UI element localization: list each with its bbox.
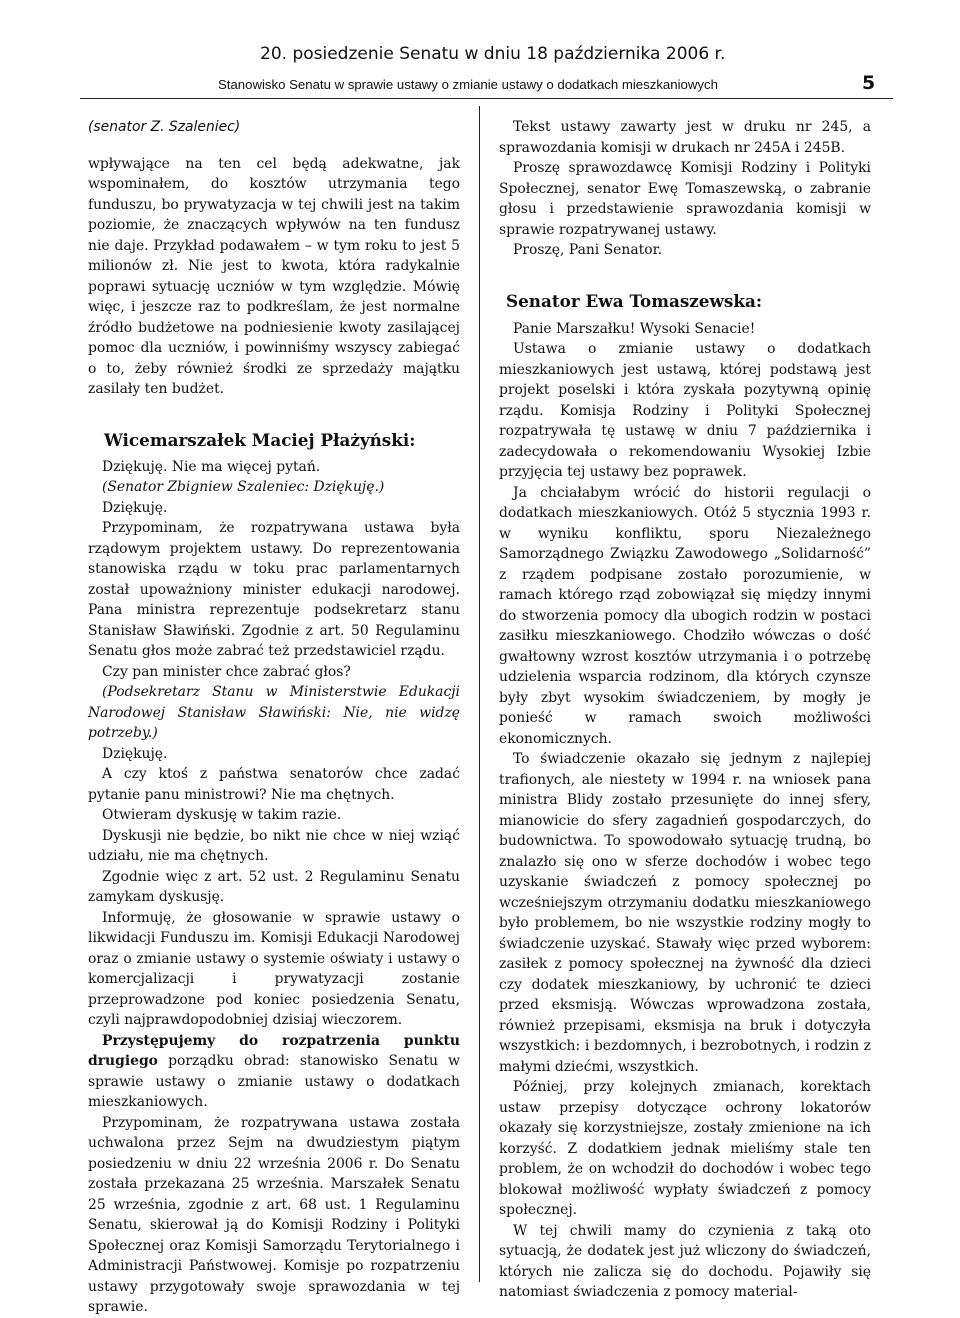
paragraph: To świadczenie okazało się jednym z najlepiej trafionych, ale niestety w 1994 r. na wniosek pana ministra Blidy zostało przesunięte do innej sfery, mianowicie do sfery zagadnień gospodarczych, do budownictwa. To spowodowało sytuację trudną, bo znalazło się ono w sferze dochodów i wobec tego uzyskanie świadczeń z pomocy społecznej po wcześniejszym otrzymaniu dodatku mieszkaniowego było problemem, bo nie wszystkie rodziny mogły to świadczenie uzyskać. Stawały więc przed wyborem: zasiłek z pomocy społecznej na żywność dla dzieci czy dodatek mieszkaniowy, by uchronić te dzieci przed eksmisją. Wówczas wprowadzona została, również przepisami, eksmisja na bruk i dotyczyła wszystkich: i bezdomnych, i bezrobotnych, i rodzin z małymi dziećmi, wszystkich. xyxy=(499,751,871,1075)
paragraph: Ja chciałabym wrócić do historii regulacji o dodatkach mieszkaniowych. Otóż 5 stycznia 1993 r. w wyniku konfliktu, sporu Niezależnego Samorządnego Związku Zawodowego „Solidarność” z rządem podpisane zostało porozumienie, w ramach którego rząd zobowiązał się między innymi do stworzenia pomocy dla ubogich rodzin w postaci zasiłku mieszkaniowego. Chodziło wówczas o dość gwałtowny wzrost kosztów utrzymania i o potrzebę udzielenia wsparcia rodzinom, dla których czynsze były zbyt wysokim świadczeniem, by mogły je ponieść w ramach swoich możliwości ekonomicznych. xyxy=(499,484,871,747)
speaker-heading: Wicemarszałek Maciej Płażyński: xyxy=(104,429,416,450)
paragraph: Dziękuję. xyxy=(102,745,168,762)
paragraph: Dziękuję. Nie ma więcej pytań. xyxy=(102,458,321,475)
paragraph: W tej chwili mamy do czynienia z taką oto sytuacją, że dodatek jest już wliczony do świadczeń, których nie zalicza się do dochodu. Pojawiły się natomiast świadczenia z pomocy material- xyxy=(499,1222,871,1300)
paragraph: Przypominam, że rozpatrywana ustawa została uchwalona przez Sejm na dwudziestym piątym posiedzeniu w dniu 22 września 2006 r. Do Senatu została przekazana 25 września. Marszałek Senatu 25 września, zgodnie z art. 68 ust. 1 Regulaminu Senatu, skierował ją do Komisji Rodziny i Polityki Społecznej oraz Komisji Samorządu Terytorialnego i Administracji Państwowej. Komisje po rozpatrzeniu ustawy przygotowały swoje sprawozdania w tej sprawie. xyxy=(88,1114,460,1315)
paragraph: Panie Marszałku! Wysoki Senacie! xyxy=(513,320,756,337)
paragraph: Czy pan minister chce zabrać głos? xyxy=(102,663,351,680)
page-header xyxy=(0,0,960,110)
agenda-bold-phrase: Przystępujemy do rozpatrzenia punktu drugiego xyxy=(88,1032,460,1069)
running-subtitle: Stanowisko Senatu w sprawie ustawy o zmianie ustawy o dodatkach mieszkaniowych xyxy=(218,77,718,92)
right-column xyxy=(499,117,871,1300)
column-divider xyxy=(479,106,480,1282)
session-title: 20. posiedzenie Senatu w dniu 18 października 2006 r. xyxy=(260,44,726,64)
interjection: (Senator Zbigniew Szaleniec: Dziękuję.) xyxy=(102,479,385,495)
speaker-continuation: (senator Z. Szaleniec) xyxy=(88,119,241,135)
paragraph: Informuję, że głosowanie w sprawie ustawy o likwidacji Funduszu im. Komisji Edukacji Narodowej oraz o zmianie ustawy o systemie oświaty i ustawy o komercjalizacji i prywatyzacji zostanie przeprowadzone pod koniec posiedzenia Senatu, czyli najprawdopodobniej dzisiaj wieczorem. xyxy=(88,909,460,1028)
paragraph: Tekst ustawy zawarty jest w druku nr 245, a sprawozdania komisji w drukach nr 245A i 245B. xyxy=(499,119,871,156)
speaker-heading: Senator Ewa Tomaszewska: xyxy=(506,290,763,311)
interjection: (Podsekretarz Stanu w Ministerstwie Edukacji Narodowej Stanisław Sławiński: Nie, nie widzę potrzeby.) xyxy=(88,684,460,741)
agenda-paragraph xyxy=(88,1031,460,1113)
paragraph: Dziękuję. xyxy=(102,499,168,516)
paragraph: Przypominam, że rozpatrywana ustawa była rządowym projektem ustawy. Do reprezentowania stanowiska rządu w toku prac parlamentarnych został upoważniony minister edukacji narodowej. Pana ministra reprezentuje podsekretarz stanu Stanisław Sławiński. Zgodnie z art. 50 Regulaminu Senatu głos może zabrać też przedstawiciel rządu. xyxy=(88,520,460,659)
paragraph: wpływające na ten cel będą adekwatne, jak wspominałem, do kosztów utrzymania tego funduszu, bo prywatyzacja w tej chwili jest na takim poziomie, że znaczących wpływów na ten fundusz nie daje. Przykład podawałem – w tym roku to jest 5 milionów zł. Nie jest to kwota, która radykalnie poprawi sytuację uczniów w tym względzie. Mówię więc, i jeszcze raz to podkreślam, że jest normalne źródło budżetowe na podniesienie kwoty zasilającej pomoc dla uczniów, i powinniśmy wszyscy zabiegać o to, żeby również środki ze sprzedaży majątku zasilały ten budżet. xyxy=(88,155,460,397)
left-column xyxy=(88,117,460,1315)
paragraph: Później, przy kolejnych zmianach, korektach ustaw przepisy dotyczące ochrony lokatorów okazały się korzystniejsze, zostały zmienione na ich korzyść. Z dodatkiem jednak mieliśmy stale ten problem, że on wchodził do dochodów i wobec tego blokował możliwość wypłaty świadczeń z pomocy społecznej. xyxy=(499,1079,871,1218)
paragraph: Proszę, Pani Senator. xyxy=(513,242,663,258)
paragraph: Zgodnie więc z art. 52 ust. 2 Regulaminu Senatu zamykam dyskusję. xyxy=(88,868,460,905)
paragraph: A czy ktoś z państwa senatorów chce zadać pytanie panu ministrowi? Nie ma chętnych. xyxy=(88,766,460,803)
header-rule xyxy=(80,98,893,99)
paragraph: Otwieram dyskusję w takim razie. xyxy=(102,807,342,823)
page-number: 5 xyxy=(862,72,876,94)
agenda-rest: porządku obrad: stanowisko Senatu w sprawie ustawy o zmianie ustawy o dodatkach mieszkaniowych. xyxy=(88,1053,460,1110)
paragraph: Proszę sprawozdawcę Komisji Rodziny i Polityki Społecznej, senator Ewę Tomaszewską, o zabranie głosu i przedstawienie sprawozdania komisji w sprawie rozpatrywanej ustawy. xyxy=(499,160,871,238)
paragraph: Dyskusji nie będzie, bo nikt nie chce w niej wziąć udziału, nie ma chętnych. xyxy=(88,827,460,864)
paragraph: Ustawa o zmianie ustawy o dodatkach mieszkaniowych jest ustawą, której podstawą jest projekt poselski i która zyskała pozytywną opinię rządu. Komisja Rodziny i Polityki Społecznej rozpatrywała tę ustawę w dniu 7 października i zadecydowała o rekomendowaniu Wysokiej Izbie przyjęcia tej ustawy bez poprawek. xyxy=(499,341,871,480)
